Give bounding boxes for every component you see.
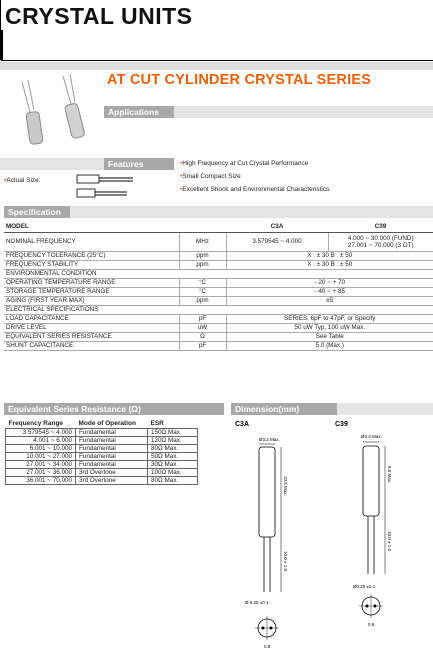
spec-row: AGING (FIRST YEAR MAX) ppm ±5 — [4, 296, 433, 305]
applications-bar: Applications — [104, 106, 174, 118]
page-header — [0, 0, 433, 60]
dim-c3a-label: C3A — [235, 421, 250, 428]
spec-row: FREQUENCY STABILITY ppm X : ± 30 B : ± 50 — [4, 260, 433, 269]
applications-rule — [174, 106, 433, 118]
c39-drawing — [353, 434, 392, 627]
features-rule — [0, 158, 104, 170]
svg-text:10.0 ± 1.0: 10.0 ± 1.0 — [283, 551, 288, 571]
crystal-photo — [8, 72, 103, 152]
spec-row: OPERATING TEMPERATURE RANGE °C - 20 ~ + 70 — [4, 278, 433, 287]
spec-row: FREQUENCY TOLERANCE (25°C) ppm X : ± 30 B : ± 50 — [4, 251, 433, 260]
spec-row: SHUNT CAPACITANCE pF 5.0 (Max.) — [4, 341, 433, 350]
dim-c39-label: C39 — [335, 421, 348, 428]
svg-text:0.8: 0.8 — [264, 644, 271, 649]
spec-header-row — [4, 222, 433, 232]
c39-header: C39 — [328, 222, 433, 232]
spec-row: ENVIRONMENTAL CONDITION — [4, 269, 433, 278]
spec-row: EQUIVALENT SERIES RESISTANCE Ω See Table — [4, 332, 433, 341]
svg-text:10.5 Max.: 10.5 Max. — [283, 476, 288, 496]
esr-header-row: Frequency Range Mode of Operation ESR — [8, 419, 164, 427]
feature-item: • Small Compact Size — [180, 170, 329, 183]
features-bar: Features — [104, 158, 174, 170]
series-title: AT CUT CYLINDER CRYSTAL SERIES — [107, 72, 372, 88]
feature-item: • Excellent Shock and Environmental Characteristics — [180, 183, 329, 196]
c3a-header: C3A — [226, 222, 328, 232]
header-rule-left — [1, 30, 3, 61]
svg-text:0.8: 0.8 — [368, 622, 375, 627]
esr-row: 36.001 ~ 70.000 3rd Overtone 80Ω Max. — [6, 476, 198, 484]
specification-bar: Specification — [4, 206, 70, 218]
spec-row: STORAGE TEMPERATURE RANGE °C - 40 ~ + 85 — [4, 287, 433, 296]
actual-size-diagram — [75, 173, 135, 201]
dimension-bar: Dimension(mm) — [231, 403, 337, 415]
esr-row: 27.001 ~ 34.000 Fundamental 30Ω Max. — [6, 460, 198, 468]
dimension-drawing — [231, 416, 431, 660]
esr-row: 3.579545 ~ 4.000 Fundamental 150Ω Max. — [6, 428, 198, 436]
feature-item: • High Frequency at Cut Crystal Performance — [180, 157, 329, 170]
header-rule — [1, 60, 433, 61]
spec-row: LOAD CAPACITANCE pF SERIES, 6pF to 47pF, or Specify — [4, 314, 433, 323]
spec-row: DRIVE LEVEL uW 50 uW Typ, 100 uW Max. — [4, 323, 433, 332]
feature-list — [180, 157, 329, 196]
svg-text:Ø0.25 ±0.1: Ø0.25 ±0.1 — [353, 584, 376, 589]
spec-row: NOMINAL FREQUENCY MHz 3.579545 ~ 4.000 4.000 ~ 30.000 (FUND) 27.001 ~ 70.000 (3 OT) — [4, 232, 433, 251]
c3a-drawing — [245, 437, 288, 649]
spec-row: ELECTRICAL SPECIFICATIONS — [4, 305, 433, 314]
svg-text:Ø 0.25 ±0.1: Ø 0.25 ±0.1 — [245, 600, 269, 605]
esr-row: 4.001 ~ 6.000 Fundamental 120Ω Max. — [6, 436, 198, 444]
svg-text:Ø3.2 Max.: Ø3.2 Max. — [259, 437, 280, 442]
esr-row: 27.001 ~ 36.000 3rd Overtone 100Ω Max. — [6, 468, 198, 476]
svg-text:Ø3.2 Max.: Ø3.2 Max. — [361, 434, 382, 439]
svg-text:10.0 ± 1.0: 10.0 ± 1.0 — [387, 531, 392, 551]
model-header: MODEL — [4, 222, 179, 232]
esr-row: 10.001 ~ 27.000 Fundamental 50Ω Max. — [6, 452, 198, 460]
esr-bar: Equivalent Series Resistance (Ω) — [4, 403, 224, 415]
page-title: CRYSTAL UNITS — [5, 3, 193, 29]
svg-text:8.5 Max.: 8.5 Max. — [387, 466, 392, 484]
actual-size-label: • Actual Size: — [4, 177, 41, 184]
esr-table — [5, 419, 198, 485]
header-band — [0, 62, 433, 70]
esr-row: 6.001 ~ 10.000 Fundamental 80Ω Max. — [6, 444, 198, 452]
spec-table — [4, 222, 433, 351]
dimension-rule — [337, 403, 433, 415]
specification-rule — [70, 206, 433, 218]
